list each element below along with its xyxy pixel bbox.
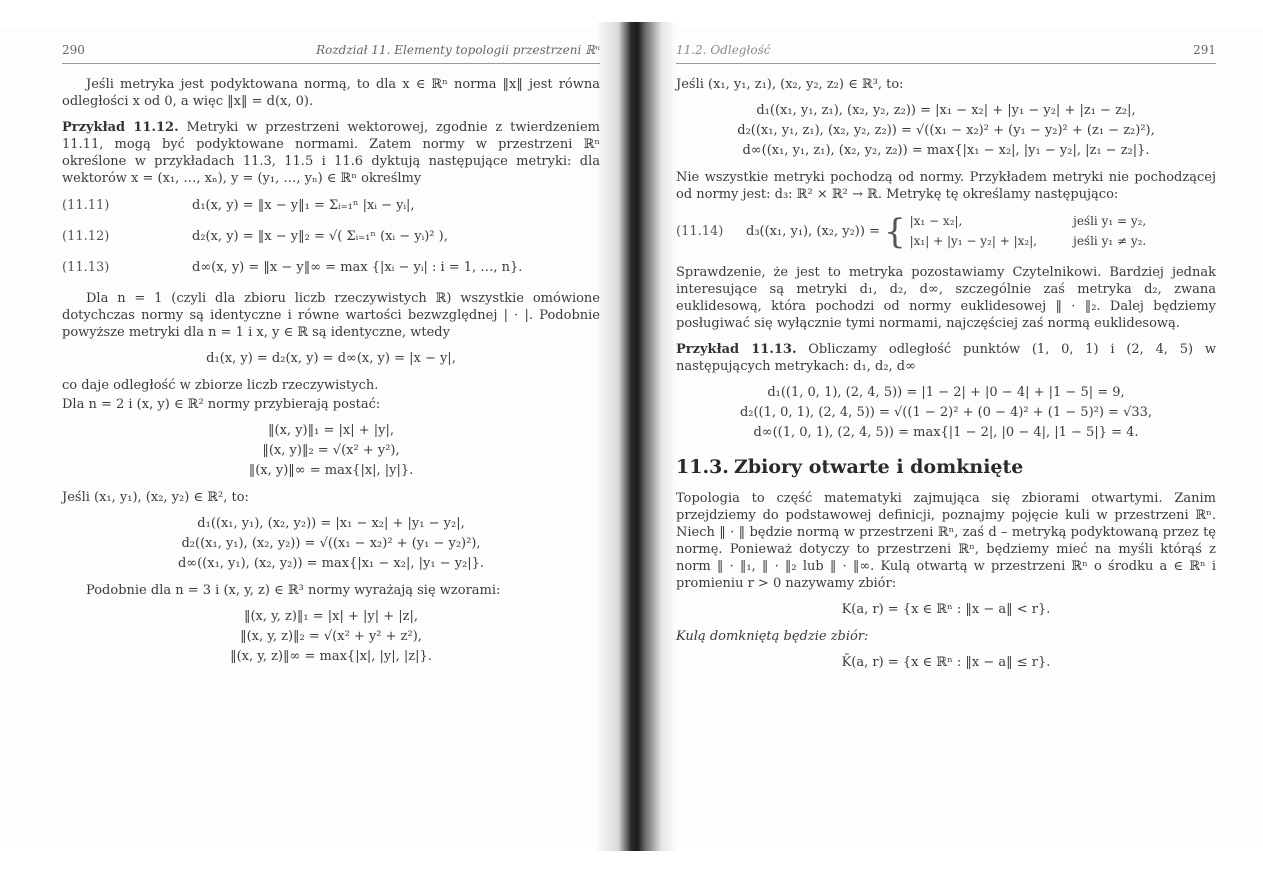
example-calculation bbox=[676, 384, 1216, 441]
paragraph-distance: co daje odległość w zbiorze liczb rzeczywistych. bbox=[62, 378, 379, 393]
paragraph-closed-ball: Kulą domkniętą będzie zbiór: bbox=[676, 629, 869, 644]
equation-number: (11.13) bbox=[62, 260, 110, 275]
equation-closed-ball bbox=[676, 654, 1216, 671]
equation-line: K(a, r) = {x ∈ ℝⁿ : ‖x − a‖ < r}. bbox=[841, 602, 1051, 617]
paragraph-n2: Dla n = 2 i (x, y) ∈ ℝ² normy przybierają postać: bbox=[62, 397, 381, 412]
running-title: 11.2. Odległość bbox=[676, 43, 771, 57]
example-paragraph bbox=[676, 341, 1216, 375]
intro-paragraph: Jeśli metryka jest podyktowana normą, to dla x ∈ ℝⁿ norma ‖x‖ jest równa odległości x od 0, a więc ‖x‖ = d(x, 0). bbox=[62, 77, 600, 109]
paragraph-check: Sprawdzenie, że jest to metryka pozostawiamy Czytelnikowi. Bardziej jednak interesujące są metryki d₁, d₂, d∞, szczególnie zaś metryka d₂, zwana euklidesową, która pochodzi od normy euklidesowej ‖ · ‖₂. Dalej będziemy posługiwać się wyłącznie tymi normami, najczęściej zaś normą euklidesową. bbox=[676, 265, 1216, 331]
equation-line: d₁((1, 0, 1), (2, 4, 5)) = |1 − 2| + |0 − 4| + |1 − 5| = 9, bbox=[767, 385, 1125, 400]
book-gutter bbox=[596, 22, 676, 851]
equation-line: d₂((x₁, y₁), (x₂, y₂)) = √((x₁ − x₂)² + (y₁ − y₂)²), bbox=[181, 536, 481, 551]
example-label: Przykład 11.13. bbox=[676, 342, 797, 357]
equation-line: ‖(x, y)‖₂ = √(x² + y²), bbox=[262, 443, 400, 458]
section-title: Zbiory otwarte i domknięte bbox=[734, 456, 1024, 478]
metrics-2d-block bbox=[62, 515, 600, 572]
cases-block bbox=[910, 213, 1147, 250]
equation-line: ‖(x, y, z)‖₁ = |x| + |y| + |z|, bbox=[243, 609, 419, 624]
example-label: Przykład 11.12. bbox=[62, 120, 179, 135]
section-heading bbox=[676, 456, 1216, 478]
equation-line: d₂((x₁, y₁, z₁), (x₂, y₂, z₂)) = √((x₁ − x₂)² + (y₁ − y₂)² + (z₁ − z₂)²), bbox=[737, 123, 1155, 138]
norms-2d-block bbox=[62, 422, 600, 479]
case-condition: jeśli y₁ ≠ y₂. bbox=[1073, 234, 1147, 248]
cases-brace: { bbox=[883, 211, 906, 252]
equation-11-11 bbox=[62, 197, 600, 214]
metrics-3d-block bbox=[676, 102, 1216, 159]
case-condition: jeśli y₁ = y₂, bbox=[1073, 214, 1147, 228]
paragraph-topology: Topologia to część matematyki zajmująca się zbiorami otwartymi. Zanim przejdziemy do podstawowej definicji, poznajmy pojęcie kuli w przestrzeni ℝⁿ. Niech ‖ · ‖ będzie normą w przestrzeni ℝⁿ, zaś d – metryką podyktowaną przez tę normę. Ponieważ dotyczy to przestrzeni ℝⁿ, będziemy mieć na myśli którąś z norm ‖ · ‖₁, ‖ · ‖₂ lub ‖ · ‖∞. Kulą otwartą w przestrzeni ℝⁿ o środku a ∈ ℝⁿ i promieniu r > 0 nazywamy zbiór: bbox=[676, 491, 1216, 591]
page-number: 291 bbox=[1193, 43, 1216, 57]
equation-body: d₂(x, y) = ‖x − y‖₂ = √( Σᵢ₌₁ⁿ (xᵢ − yᵢ)² ), bbox=[192, 229, 448, 244]
equation-line: d₂((1, 0, 1), (2, 4, 5)) = √((1 − 2)² + (0 − 4)² + (1 − 5)²) = √33, bbox=[739, 405, 1153, 420]
left-page-content bbox=[62, 42, 600, 675]
equation-line: d∞((x₁, y₁, z₁), (x₂, y₂, z₂)) = max{|x₁ − x₂|, |y₁ − y₂|, |z₁ − z₂|}. bbox=[742, 143, 1150, 158]
right-page-content bbox=[676, 42, 1216, 681]
equation-lhs: d₃((x₁, y₁), (x₂, y₂)) = bbox=[746, 224, 880, 239]
equation-11-13 bbox=[62, 259, 600, 276]
equation-n1 bbox=[62, 350, 600, 367]
norms-3d-block bbox=[62, 608, 600, 665]
right-page-header bbox=[676, 42, 1216, 64]
equation-line: d∞((1, 0, 1), (2, 4, 5)) = max{|1 − 2|, |0 − 4|, |1 − 5|} = 4. bbox=[753, 425, 1139, 440]
equation-line: ‖(x, y)‖∞ = max{|x|, |y|}. bbox=[248, 463, 414, 478]
running-title: Rozdział 11. Elementy topologii przestrzeni ℝⁿ bbox=[316, 43, 600, 57]
equation-body: d∞(x, y) = ‖x − y‖∞ = max {|xᵢ − yᵢ| : i = 1, …, n}. bbox=[192, 260, 523, 275]
equation-number: (11.11) bbox=[62, 198, 110, 213]
equation-line: ‖(x, y, z)‖∞ = max{|x|, |y|, |z|}. bbox=[230, 649, 432, 664]
equation-line: K̄(a, r) = {x ∈ ℝⁿ : ‖x − a‖ ≤ r}. bbox=[841, 655, 1051, 670]
example-paragraph bbox=[62, 119, 600, 187]
page-number: 290 bbox=[62, 43, 85, 57]
equation-line: d₁(x, y) = d₂(x, y) = d∞(x, y) = |x − y|, bbox=[206, 351, 456, 366]
example-text: Metryki w przestrzeni wektorowej, zgodnie z twierdzeniem 11.11, mogą być podyktowane normami. Zatem normy w przestrzeni ℝⁿ określone w przykładach 11.3, 11.5 i 11.6 dyktują następujące metryki: dla wektorów x = (x₁, …, xₙ), y = (y₁, …, yₙ) ∈ ℝⁿ określmy bbox=[62, 120, 600, 186]
equation-line: d₁((x₁, y₁), (x₂, y₂)) = |x₁ − x₂| + |y₁ − y₂|, bbox=[197, 516, 465, 531]
equation-number: (11.14) bbox=[676, 224, 724, 239]
section-number: 11.3. bbox=[676, 456, 729, 478]
equation-line: d∞((x₁, y₁), (x₂, y₂)) = max{|x₁ − x₂|, |y₁ − y₂|}. bbox=[177, 556, 485, 571]
equation-11-14 bbox=[676, 213, 1216, 250]
equation-body: d₁(x, y) = ‖x − y‖₁ = Σᵢ₌₁ⁿ |xᵢ − yᵢ|, bbox=[192, 198, 415, 213]
equation-number: (11.12) bbox=[62, 229, 110, 244]
equation-open-ball bbox=[676, 601, 1216, 618]
paragraph-non-norm: Nie wszystkie metryki pochodzą od normy. Przykładem metryki nie pochodzącej od normy jest: d₃: ℝ² × ℝ² → ℝ. Metrykę tę określamy następująco: bbox=[676, 170, 1216, 202]
example-text: Obliczamy odległość punktów (1, 0, 1) i (2, 4, 5) w następujących metrykach: d₁, d₂, d∞ bbox=[676, 342, 1216, 374]
case-value: |x₁ − x₂|, bbox=[909, 214, 963, 228]
left-page-header bbox=[62, 42, 600, 64]
equation-line: ‖(x, y, z)‖₂ = √(x² + y² + z²), bbox=[240, 629, 422, 644]
intro-paragraph: Jeśli (x₁, y₁, z₁), (x₂, y₂, z₂) ∈ ℝ³, to: bbox=[676, 77, 904, 92]
equation-line: d₁((x₁, y₁, z₁), (x₂, y₂, z₂)) = |x₁ − x₂| + |y₁ − y₂| + |z₁ − z₂|, bbox=[756, 103, 1136, 118]
paragraph-n3: Podobnie dla n = 3 i (x, y, z) ∈ ℝ³ normy wyrażają się wzorami: bbox=[86, 583, 501, 598]
equation-11-12 bbox=[62, 228, 600, 245]
case-value: |x₁| + |y₁ − y₂| + |x₂|, bbox=[909, 234, 1038, 248]
paragraph-n1: Dla n = 1 (czyli dla zbioru liczb rzeczywistych ℝ) wszystkie omówione dotychczas normy są identyczne i równe wartości bezwzględnej | · |. Podobnie powyższe metryki dla n = 1 i x, y ∈ ℝ są identyczne, wtedy bbox=[62, 291, 600, 340]
paragraph-r2: Jeśli (x₁, y₁), (x₂, y₂) ∈ ℝ², to: bbox=[62, 490, 249, 505]
equation-line: ‖(x, y)‖₁ = |x| + |y|, bbox=[268, 423, 394, 438]
